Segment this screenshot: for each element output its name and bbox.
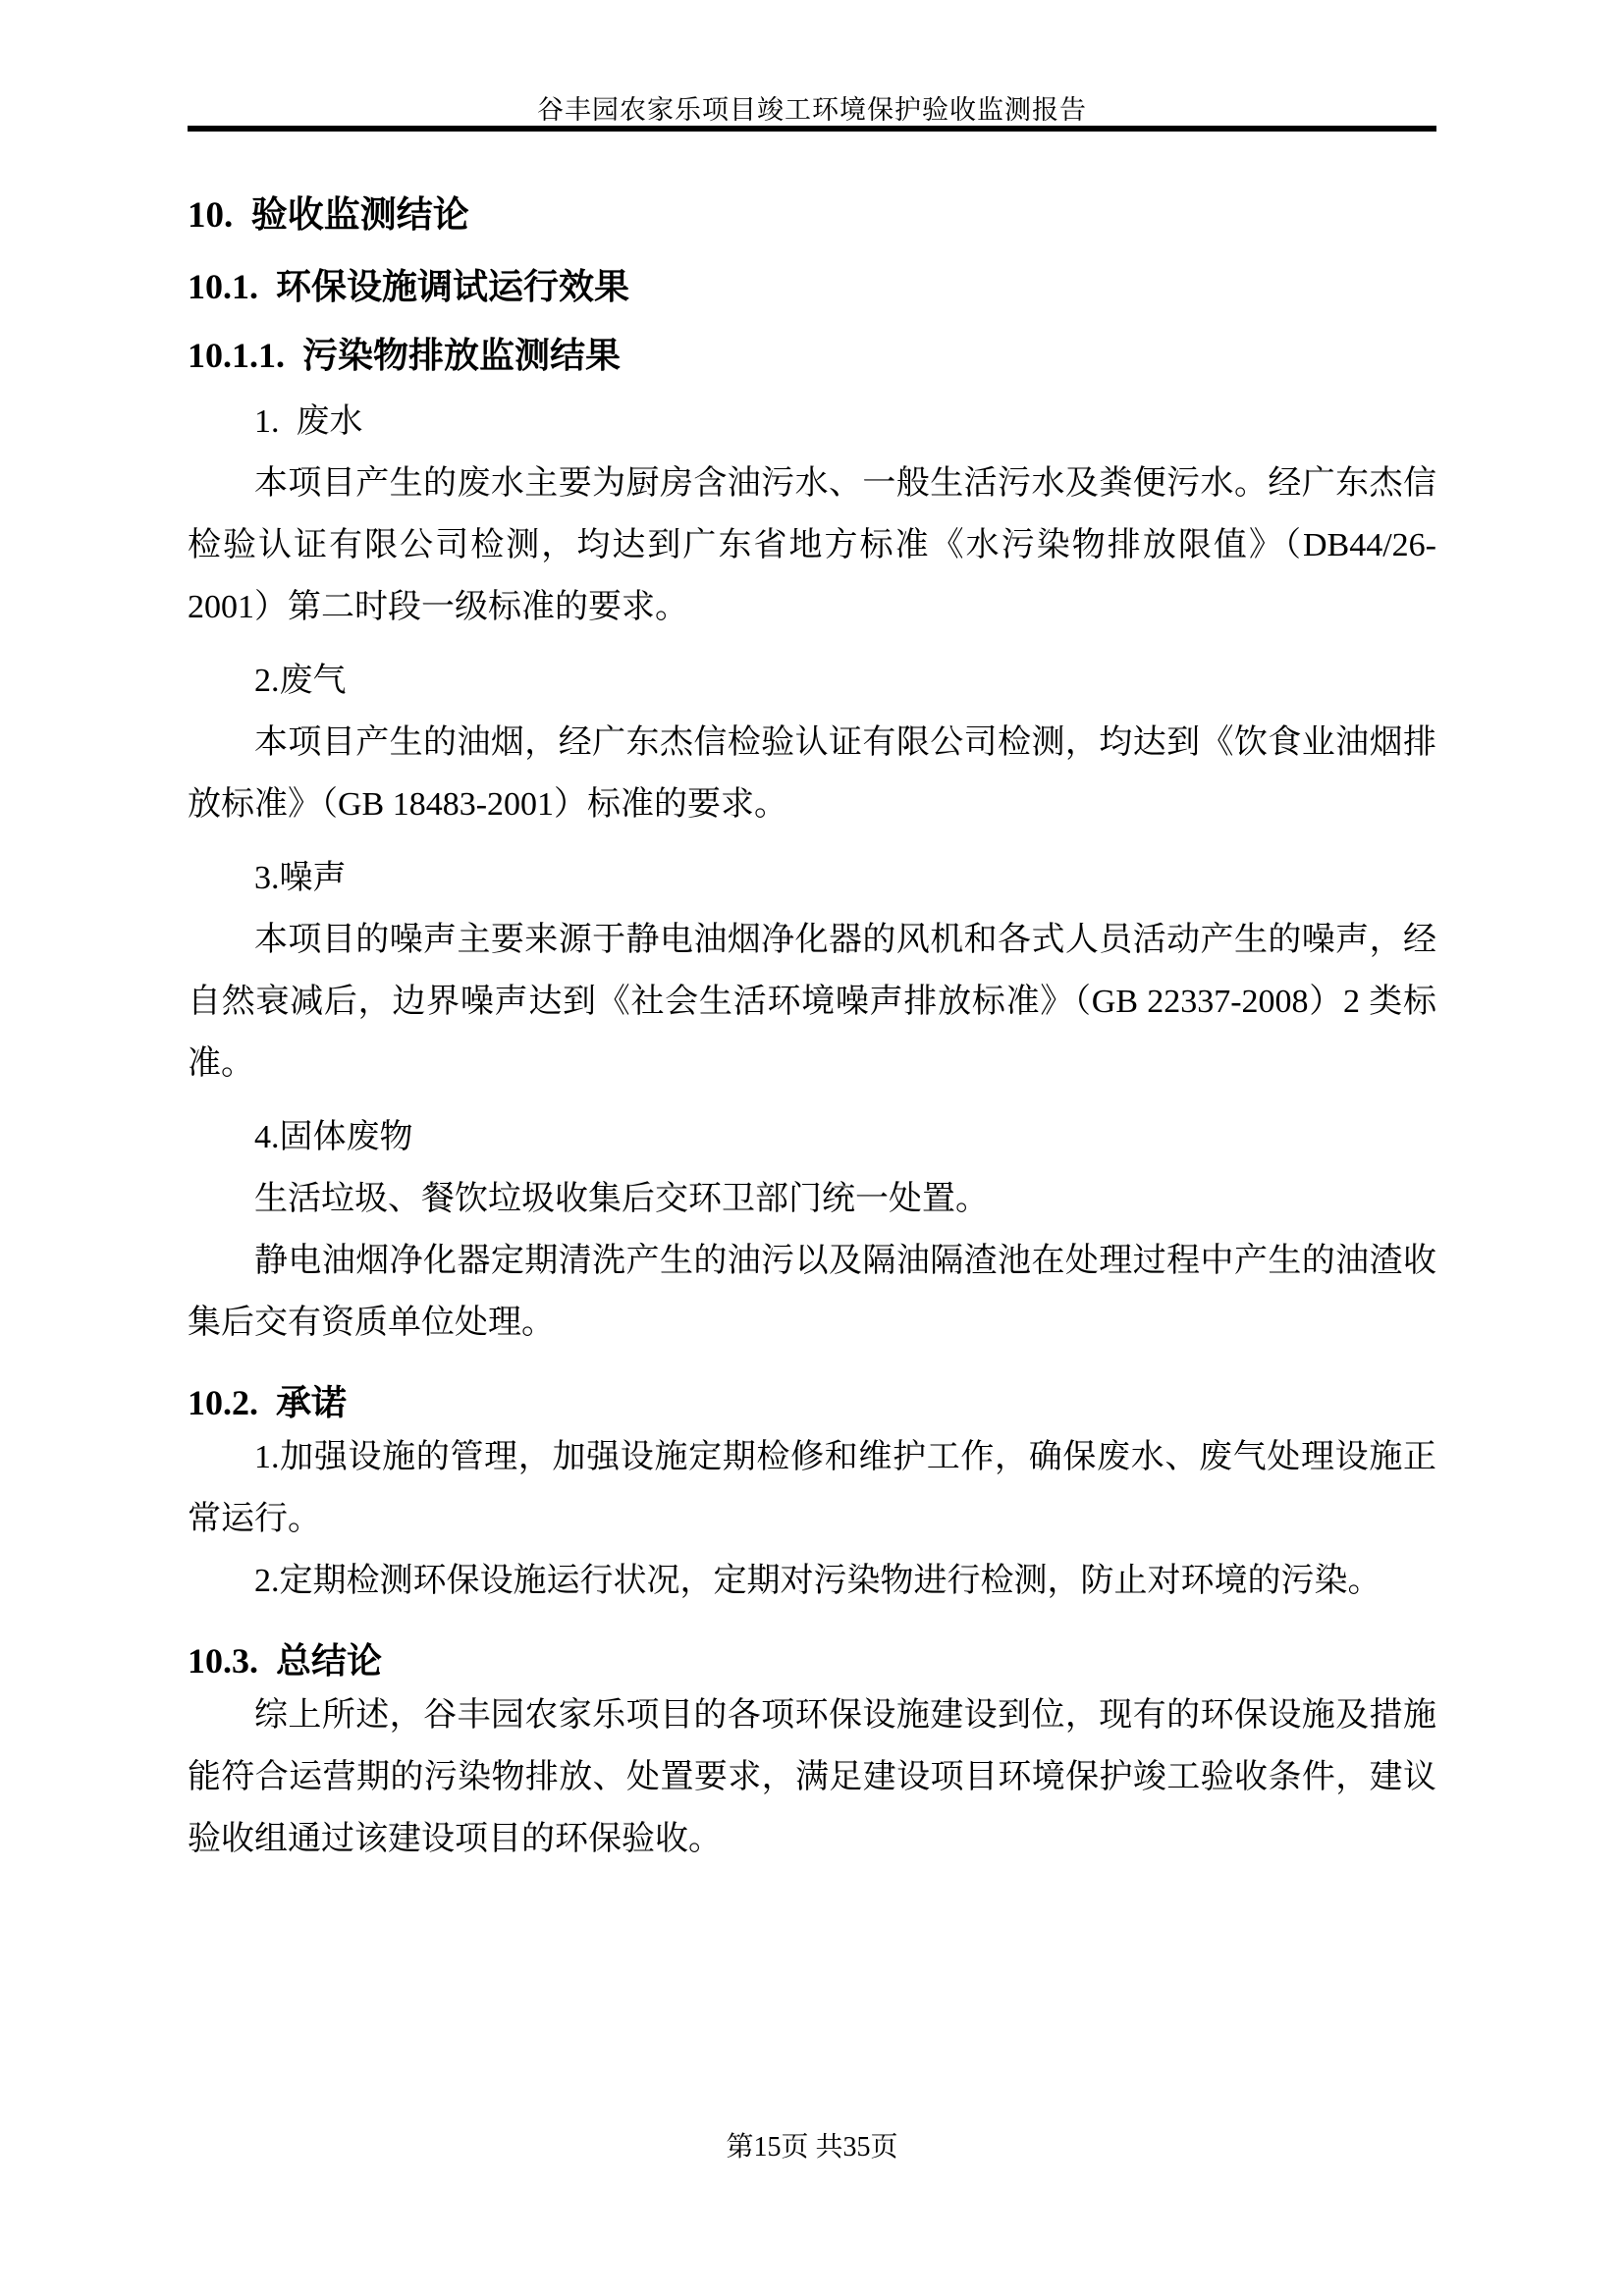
heading-10-conclusion: 10. 验收监测结论 [188, 195, 469, 236]
document-body [188, 132, 1436, 1870]
commitment-paragraph-2: 2.定期检测环保设施运行状况，定期对污染物进行检测，防止对环境的污染。 [254, 1563, 1381, 1599]
wastewater-item-label: 1. 废水 [254, 403, 363, 440]
solid-waste-paragraph-2: 静电油烟净化器定期清洗产生的油污以及隔油隔渣池在处理过程中产生的油渣收集后交有资质单位处理。 [188, 1243, 1436, 1341]
solid-waste-item-label: 4.固体废物 [254, 1119, 413, 1155]
commitment-paragraph-1: 1.加强设施的管理，加强设施定期检修和维护工作，确保废水、废气处理设施正常运行。 [188, 1439, 1436, 1537]
heading-10-1-facilities: 10.1. 环保设施调试运行效果 [188, 267, 630, 306]
heading-10-1-1-monitoring-results: 10.1.1. 污染物排放监测结果 [188, 336, 622, 375]
heading-10-3-overall-conclusion: 10.3. 总结论 [188, 1641, 383, 1681]
waste-gas-paragraph: 本项目产生的油烟，经广东杰信检验认证有限公司检测，均达到《饮食业油烟排放标准》（GB 18483-2001）标准的要求。 [188, 724, 1436, 823]
noise-item-label: 3.噪声 [254, 860, 347, 896]
overall-conclusion-paragraph: 综上所述，谷丰园农家乐项目的各项环保设施建设到位，现有的环保设施及措施能符合运营期的污染物排放、处置要求，满足建设项目环境保护竣工验收条件，建议验收组通过该建设项目的环保验收。 [188, 1697, 1436, 1857]
waste-gas-item-label: 2.废气 [254, 663, 347, 699]
solid-waste-paragraph-1: 生活垃圾、餐饮垃圾收集后交环卫部门统一处置。 [254, 1181, 989, 1217]
noise-paragraph: 本项目的噪声主要来源于静电油烟净化器的风机和各式人员活动产生的噪声，经自然衰减后，边界噪声达到《社会生活环境噪声排放标准》（GB 22337-2008）2 类标准。 [188, 922, 1436, 1082]
page-header-title: 谷丰园农家乐项目竣工环境保护验收监测报告 [537, 95, 1087, 125]
heading-10-2-commitment: 10.2. 承诺 [188, 1383, 348, 1422]
wastewater-paragraph: 本项目产生的废水主要为厨房含油污水、一般生活污水及粪便污水。经广东杰信检验认证有限公司检测，均达到广东省地方标准《水污染物排放限值》（DB44/26-2001）第二时段一级标准的要求。 [188, 465, 1436, 625]
page-footer-page-number: 第15页 共35页 [726, 2132, 898, 2163]
